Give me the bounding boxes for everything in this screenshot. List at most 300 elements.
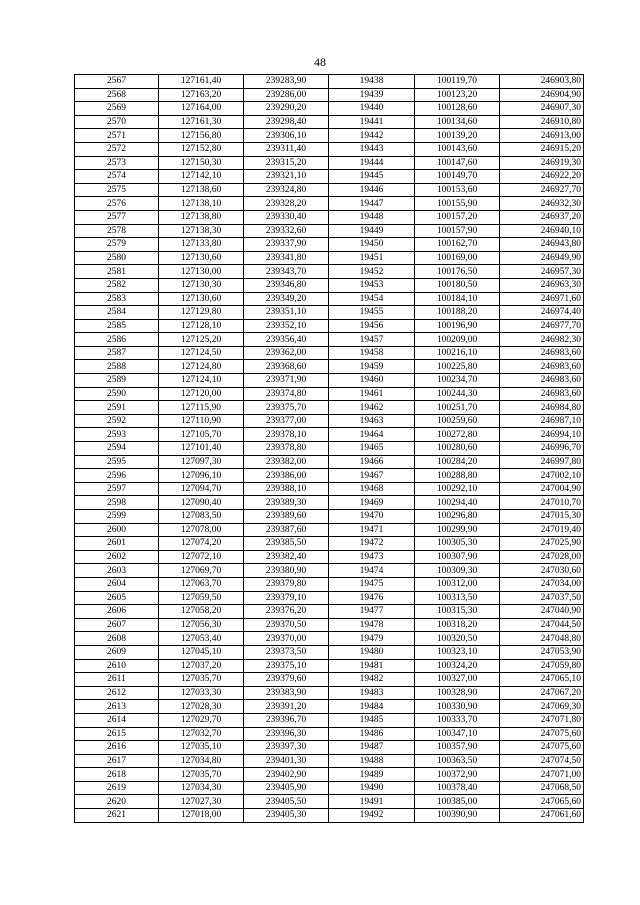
table-cell: 247071,80 (500, 713, 584, 727)
table-cell: 19479 (329, 632, 415, 646)
table-cell: 100225,80 (415, 360, 500, 374)
table-row (75, 550, 584, 564)
table-cell: 247010,70 (500, 496, 584, 510)
table-cell: 19488 (329, 754, 415, 768)
table-cell: 100143,60 (415, 142, 500, 156)
table-cell: 247075,60 (500, 727, 584, 741)
table-cell: 239378,80 (244, 442, 329, 456)
table-cell: 127037,20 (159, 659, 244, 673)
table-cell: 19462 (329, 401, 415, 415)
table-cell: 239376,20 (244, 605, 329, 619)
table-row (75, 238, 584, 252)
table-cell: 2586 (75, 333, 159, 347)
table-cell: 19476 (329, 591, 415, 605)
table-cell: 2574 (75, 170, 159, 184)
table-cell: 100312,00 (415, 577, 500, 591)
table-cell: 100313,50 (415, 591, 500, 605)
table-cell: 2589 (75, 374, 159, 388)
table-cell: 239396,30 (244, 727, 329, 741)
table-cell: 2613 (75, 700, 159, 714)
table-cell: 100180,50 (415, 278, 500, 292)
table-cell: 247040,90 (500, 605, 584, 619)
table-cell: 2595 (75, 455, 159, 469)
table-cell: 100288,80 (415, 469, 500, 483)
table-cell: 100188,20 (415, 306, 500, 320)
table-row (75, 754, 584, 768)
table-cell: 247071,00 (500, 768, 584, 782)
table-cell: 2609 (75, 645, 159, 659)
table-cell: 100157,90 (415, 224, 500, 238)
table-cell: 100147,60 (415, 156, 500, 170)
table-cell: 127120,00 (159, 387, 244, 401)
table-cell: 239405,50 (244, 795, 329, 809)
table-cell: 127133,80 (159, 238, 244, 252)
table-cell: 19467 (329, 469, 415, 483)
table-row (75, 251, 584, 265)
table-cell: 2598 (75, 496, 159, 510)
table-cell: 127138,30 (159, 224, 244, 238)
table-cell: 19465 (329, 442, 415, 456)
table-cell: 239386,00 (244, 469, 329, 483)
table-cell: 239389,60 (244, 510, 329, 524)
table-cell: 2607 (75, 618, 159, 632)
table-cell: 19492 (329, 809, 415, 823)
table-cell: 247067,20 (500, 686, 584, 700)
table-cell: 100390,90 (415, 809, 500, 823)
table-cell: 19480 (329, 645, 415, 659)
table-cell: 19474 (329, 564, 415, 578)
table-cell: 247028,00 (500, 550, 584, 564)
table-row (75, 795, 584, 809)
table-cell: 127018,00 (159, 809, 244, 823)
table-cell: 239283,90 (244, 75, 329, 89)
table-cell: 100324,20 (415, 659, 500, 673)
table-cell: 239374,80 (244, 387, 329, 401)
table-cell: 239321,10 (244, 170, 329, 184)
table-row (75, 115, 584, 129)
table-cell: 2577 (75, 210, 159, 224)
table-cell: 246903,80 (500, 75, 584, 89)
table-row (75, 510, 584, 524)
table-cell: 100327,00 (415, 673, 500, 687)
table-cell: 239375,10 (244, 659, 329, 673)
table-cell: 247030,60 (500, 564, 584, 578)
table-cell: 100169,00 (415, 251, 500, 265)
table-cell: 100162,70 (415, 238, 500, 252)
table-cell: 100149,70 (415, 170, 500, 184)
table-cell: 19484 (329, 700, 415, 714)
table-cell: 2582 (75, 278, 159, 292)
table-cell: 247015,30 (500, 510, 584, 524)
table-cell: 19459 (329, 360, 415, 374)
table-cell: 239356,40 (244, 333, 329, 347)
table-cell: 239379,10 (244, 591, 329, 605)
table-cell: 239349,20 (244, 292, 329, 306)
table-cell: 239385,50 (244, 537, 329, 551)
table-cell: 100157,20 (415, 210, 500, 224)
table-row (75, 333, 584, 347)
table-cell: 239362,00 (244, 346, 329, 360)
table-row (75, 564, 584, 578)
table-cell: 246910,80 (500, 115, 584, 129)
table-cell: 19451 (329, 251, 415, 265)
table-cell: 100333,70 (415, 713, 500, 727)
table-cell: 2620 (75, 795, 159, 809)
table-row (75, 713, 584, 727)
table-cell: 2597 (75, 482, 159, 496)
table-row (75, 142, 584, 156)
table-row (75, 265, 584, 279)
table-cell: 19483 (329, 686, 415, 700)
table-cell: 246983,60 (500, 374, 584, 388)
table-cell: 2608 (75, 632, 159, 646)
table-cell: 239402,90 (244, 768, 329, 782)
table-cell: 246983,60 (500, 360, 584, 374)
table-cell: 19456 (329, 319, 415, 333)
table-cell: 2601 (75, 537, 159, 551)
table-cell: 19463 (329, 414, 415, 428)
table-row (75, 645, 584, 659)
table-cell: 127101,40 (159, 442, 244, 456)
table-cell: 239377,00 (244, 414, 329, 428)
table-cell: 19470 (329, 510, 415, 524)
table-cell: 100305,30 (415, 537, 500, 551)
table-cell: 127035,10 (159, 741, 244, 755)
table-cell: 127029,70 (159, 713, 244, 727)
table-cell: 127083,50 (159, 510, 244, 524)
table-cell: 2603 (75, 564, 159, 578)
table-cell: 100209,00 (415, 333, 500, 347)
table-cell: 239337,90 (244, 238, 329, 252)
table-cell: 100259,60 (415, 414, 500, 428)
table-cell: 19438 (329, 75, 415, 89)
table-row (75, 523, 584, 537)
table-cell: 2575 (75, 183, 159, 197)
table-cell: 239373,50 (244, 645, 329, 659)
table-cell: 239405,30 (244, 809, 329, 823)
table-cell: 127045,10 (159, 645, 244, 659)
table-cell: 2587 (75, 346, 159, 360)
table-cell: 246937,20 (500, 210, 584, 224)
table-row (75, 455, 584, 469)
table-cell: 246963,30 (500, 278, 584, 292)
table-cell: 246927,70 (500, 183, 584, 197)
table-cell: 127056,30 (159, 618, 244, 632)
table-cell: 239298,40 (244, 115, 329, 129)
table-cell: 2600 (75, 523, 159, 537)
table-cell: 19442 (329, 129, 415, 143)
table-cell: 246982,30 (500, 333, 584, 347)
table-row (75, 428, 584, 442)
table-cell: 19475 (329, 577, 415, 591)
table-cell: 19489 (329, 768, 415, 782)
table-row (75, 537, 584, 551)
table-row (75, 374, 584, 388)
table-cell: 2611 (75, 673, 159, 687)
table-cell: 19466 (329, 455, 415, 469)
table-cell: 246984,80 (500, 401, 584, 415)
table-cell: 100134,60 (415, 115, 500, 129)
table-cell: 2584 (75, 306, 159, 320)
table-cell: 127130,60 (159, 251, 244, 265)
table-cell: 239401,30 (244, 754, 329, 768)
table-cell: 100292,10 (415, 482, 500, 496)
table-cell: 239346,80 (244, 278, 329, 292)
table-cell: 239378,10 (244, 428, 329, 442)
table-cell: 239370,50 (244, 618, 329, 632)
table-cell: 127105,70 (159, 428, 244, 442)
table-cell: 127128,10 (159, 319, 244, 333)
table-row (75, 482, 584, 496)
table-cell: 19445 (329, 170, 415, 184)
table-cell: 127035,70 (159, 768, 244, 782)
table-row (75, 632, 584, 646)
table-cell: 2594 (75, 442, 159, 456)
table-cell: 19486 (329, 727, 415, 741)
table-row (75, 618, 584, 632)
table-cell: 100251,70 (415, 401, 500, 415)
table-cell: 19449 (329, 224, 415, 238)
table-cell: 127033,30 (159, 686, 244, 700)
table-cell: 247044,50 (500, 618, 584, 632)
table-row (75, 210, 584, 224)
table-cell: 247053,90 (500, 645, 584, 659)
table-cell: 247065,10 (500, 673, 584, 687)
table-cell: 100234,70 (415, 374, 500, 388)
table-cell: 247065,60 (500, 795, 584, 809)
table-row (75, 278, 584, 292)
table-cell: 100357,90 (415, 741, 500, 755)
table-cell: 2570 (75, 115, 159, 129)
table-cell: 127072,10 (159, 550, 244, 564)
table-cell: 239391,20 (244, 700, 329, 714)
table-cell: 19460 (329, 374, 415, 388)
table-cell: 239328,20 (244, 197, 329, 211)
table-row (75, 768, 584, 782)
table-cell: 239396,70 (244, 713, 329, 727)
table-cell: 19472 (329, 537, 415, 551)
table-row (75, 292, 584, 306)
table-row (75, 88, 584, 102)
table-row (75, 319, 584, 333)
table-cell: 246919,30 (500, 156, 584, 170)
table-cell: 2579 (75, 238, 159, 252)
table-cell: 2591 (75, 401, 159, 415)
table-cell: 246940,10 (500, 224, 584, 238)
table-cell: 100128,60 (415, 102, 500, 116)
table-cell: 127069,70 (159, 564, 244, 578)
table-cell: 2580 (75, 251, 159, 265)
table-cell: 127156,80 (159, 129, 244, 143)
table-cell: 239379,80 (244, 577, 329, 591)
table-cell: 19454 (329, 292, 415, 306)
table-cell: 100244,30 (415, 387, 500, 401)
table-row (75, 183, 584, 197)
table-row (75, 727, 584, 741)
table-cell: 246943,80 (500, 238, 584, 252)
table-row (75, 224, 584, 238)
table-row (75, 741, 584, 755)
table-cell: 100318,20 (415, 618, 500, 632)
table-cell: 19490 (329, 781, 415, 795)
table-cell: 100216,10 (415, 346, 500, 360)
table-cell: 239311,40 (244, 142, 329, 156)
table-row (75, 306, 584, 320)
table-cell: 2615 (75, 727, 159, 741)
table-cell: 239383,90 (244, 686, 329, 700)
table-cell: 127058,20 (159, 605, 244, 619)
table-row (75, 401, 584, 415)
table-row (75, 346, 584, 360)
table-cell: 2596 (75, 469, 159, 483)
table-cell: 19448 (329, 210, 415, 224)
table-cell: 19443 (329, 142, 415, 156)
table-row (75, 605, 584, 619)
table-cell: 19447 (329, 197, 415, 211)
table-cell: 19446 (329, 183, 415, 197)
table-cell: 127138,80 (159, 210, 244, 224)
table-cell: 127074,20 (159, 537, 244, 551)
table-cell: 246913,00 (500, 129, 584, 143)
table-cell: 239379,60 (244, 673, 329, 687)
table-cell: 2568 (75, 88, 159, 102)
table-cell: 19461 (329, 387, 415, 401)
table-cell: 19455 (329, 306, 415, 320)
table-cell: 247075,60 (500, 741, 584, 755)
table-cell: 19453 (329, 278, 415, 292)
table-cell: 2578 (75, 224, 159, 238)
table-cell: 246996,70 (500, 442, 584, 456)
table-cell: 100155,90 (415, 197, 500, 211)
table-cell: 19464 (329, 428, 415, 442)
table-cell: 100280,60 (415, 442, 500, 456)
table-cell: 19458 (329, 346, 415, 360)
table-cell: 127142,10 (159, 170, 244, 184)
table-cell: 100296,80 (415, 510, 500, 524)
table-row (75, 75, 584, 89)
table-cell: 127163,20 (159, 88, 244, 102)
table-cell: 239380,90 (244, 564, 329, 578)
table-row (75, 442, 584, 456)
table-cell: 100119,70 (415, 75, 500, 89)
table-cell: 19441 (329, 115, 415, 129)
table-row (75, 781, 584, 795)
table-cell: 246904,90 (500, 88, 584, 102)
table-cell: 127090,40 (159, 496, 244, 510)
table-cell: 127094,70 (159, 482, 244, 496)
table-cell: 19482 (329, 673, 415, 687)
table-row (75, 414, 584, 428)
table-cell: 127161,40 (159, 75, 244, 89)
table-cell: 239370,00 (244, 632, 329, 646)
table-row (75, 496, 584, 510)
table-cell: 100330,90 (415, 700, 500, 714)
table-cell: 247059,80 (500, 659, 584, 673)
table-cell: 19477 (329, 605, 415, 619)
table-cell: 2572 (75, 142, 159, 156)
table-cell: 239290,20 (244, 102, 329, 116)
table-row (75, 170, 584, 184)
table-row (75, 197, 584, 211)
table-cell: 100272,80 (415, 428, 500, 442)
table-cell: 239405,90 (244, 781, 329, 795)
table-cell: 246974,40 (500, 306, 584, 320)
table-cell: 127161,30 (159, 115, 244, 129)
table-cell: 100153,60 (415, 183, 500, 197)
table-cell: 127138,10 (159, 197, 244, 211)
table-cell: 127032,70 (159, 727, 244, 741)
table-cell: 19439 (329, 88, 415, 102)
table-cell: 2576 (75, 197, 159, 211)
table-cell: 100299,90 (415, 523, 500, 537)
table-cell: 19485 (329, 713, 415, 727)
table-cell: 2612 (75, 686, 159, 700)
table-cell: 100139,20 (415, 129, 500, 143)
table-cell: 246957,30 (500, 265, 584, 279)
table-cell: 127125,20 (159, 333, 244, 347)
table-cell: 127124,10 (159, 374, 244, 388)
table-cell: 2581 (75, 265, 159, 279)
table-cell: 239387,60 (244, 523, 329, 537)
table-cell: 100320,50 (415, 632, 500, 646)
table-cell: 246949,90 (500, 251, 584, 265)
table-cell: 19481 (329, 659, 415, 673)
table-cell: 2604 (75, 577, 159, 591)
table-cell: 100323,10 (415, 645, 500, 659)
table-cell: 2606 (75, 605, 159, 619)
table-row (75, 700, 584, 714)
table-cell: 127164,00 (159, 102, 244, 116)
table-row (75, 577, 584, 591)
table-cell: 127115,90 (159, 401, 244, 415)
table-cell: 239397,30 (244, 741, 329, 755)
table-cell: 127053,40 (159, 632, 244, 646)
table-row (75, 387, 584, 401)
table-cell: 239351,10 (244, 306, 329, 320)
table-cell: 127110,90 (159, 414, 244, 428)
table-cell: 247074,50 (500, 754, 584, 768)
table-cell: 127130,00 (159, 265, 244, 279)
table-cell: 19457 (329, 333, 415, 347)
table-cell: 127078,00 (159, 523, 244, 537)
table-cell: 2590 (75, 387, 159, 401)
table-cell: 19440 (329, 102, 415, 116)
table-cell: 19444 (329, 156, 415, 170)
table-cell: 100294,40 (415, 496, 500, 510)
table-cell: 100123,20 (415, 88, 500, 102)
table-cell: 239324,80 (244, 183, 329, 197)
table-cell: 246971,60 (500, 292, 584, 306)
table-cell: 246983,60 (500, 346, 584, 360)
table-cell: 19450 (329, 238, 415, 252)
table-cell: 100309,30 (415, 564, 500, 578)
table-row (75, 156, 584, 170)
table-cell: 100176,50 (415, 265, 500, 279)
table-row (75, 659, 584, 673)
coordinates-table (74, 74, 584, 823)
table-cell: 239330,40 (244, 210, 329, 224)
table-row (75, 360, 584, 374)
table-cell: 246983,60 (500, 387, 584, 401)
table-cell: 100184,10 (415, 292, 500, 306)
table-cell: 247068,50 (500, 781, 584, 795)
table-cell: 127034,80 (159, 754, 244, 768)
table-cell: 2593 (75, 428, 159, 442)
table-row (75, 102, 584, 116)
table-cell: 127096,10 (159, 469, 244, 483)
table-cell: 127027,30 (159, 795, 244, 809)
table-row (75, 591, 584, 605)
